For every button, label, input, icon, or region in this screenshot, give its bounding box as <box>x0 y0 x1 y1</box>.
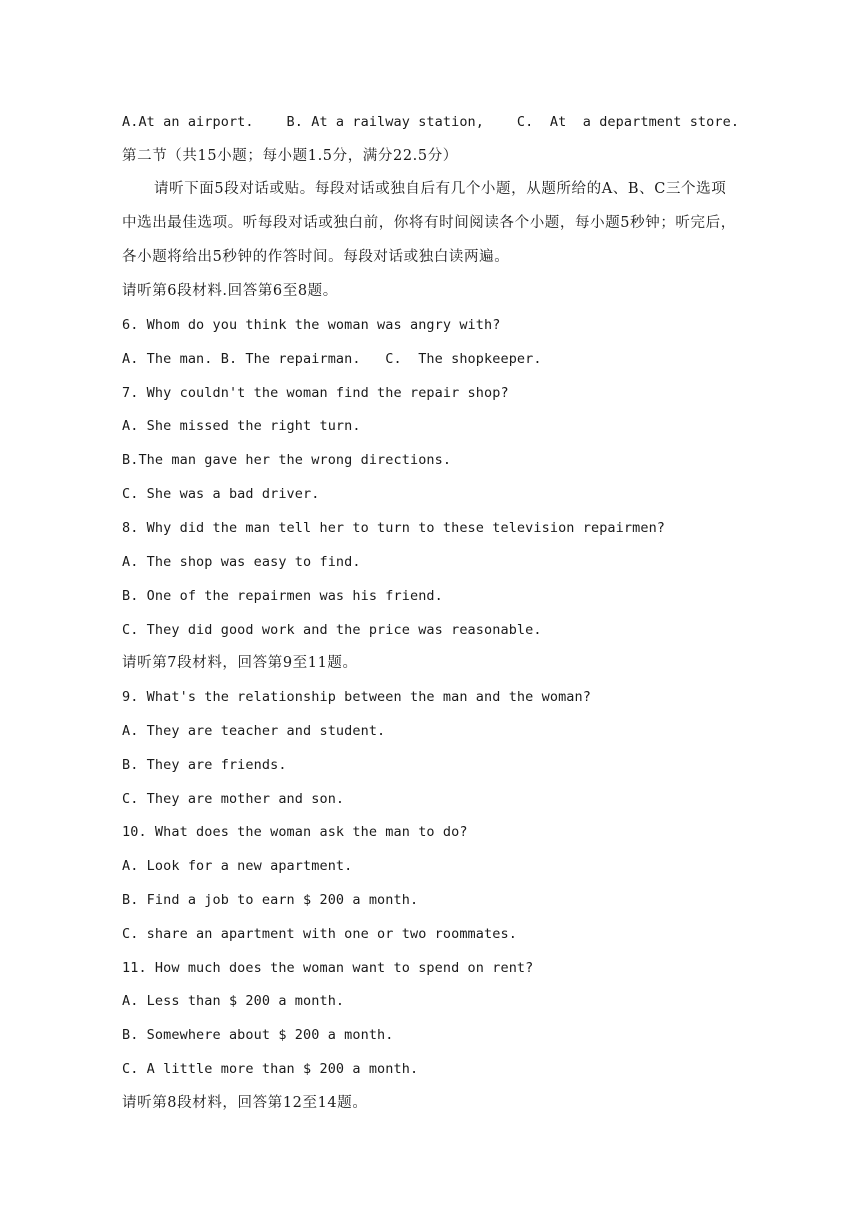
question-9-option-c: C. They are mother and son. <box>122 791 345 807</box>
question-11: 11. How much does the woman want to spend on rent? <box>122 960 534 976</box>
question-9-option-a: A. They are teacher and student. <box>122 723 386 739</box>
question-9-option-b: B. They are friends. <box>122 757 287 773</box>
question-10-option-c: C. share an apartment with one or two roommates. <box>122 926 517 942</box>
material-6-heading: 请听第6段材料.回答第6至8题。 <box>122 283 338 299</box>
question-11-option-a: A. Less than $ 200 a month. <box>122 993 345 1009</box>
question-10: 10. What does the woman ask the man to do? <box>122 824 468 840</box>
instructions-line-1: 请听下面5段对话或贴。每段对话或独自后有几个小题，从题所给的A、B、C三个选项 <box>154 181 727 197</box>
question-6-options: A. The man. B. The repairman. C. The shopkeeper. <box>122 351 542 367</box>
material-8-heading: 请听第8段材料，回答第12至14题。 <box>122 1095 368 1111</box>
instructions-line-3: 各小题将给出5秒钟的作答时间。每段对话或独白读两遍。 <box>122 249 510 265</box>
question-10-option-b: B. Find a job to earn $ 200 a month. <box>122 892 419 908</box>
material-7-heading: 请听第7段材料，回答第9至11题。 <box>122 655 358 671</box>
prev-question-options: A.At an airport. B. At a railway station, C. At a department store. <box>122 114 740 130</box>
question-8-option-c: C. They did good work and the price was reasonable. <box>122 622 542 638</box>
question-7: 7. Why couldn't the woman find the repair shop? <box>122 385 509 401</box>
question-9: 9. What's the relationship between the man and the woman? <box>122 689 591 705</box>
question-7-option-a: A. She missed the right turn. <box>122 418 361 434</box>
question-10-option-a: A. Look for a new apartment. <box>122 858 353 874</box>
question-11-option-c: C. A little more than $ 200 a month. <box>122 1061 419 1077</box>
question-6: 6. Whom do you think the woman was angry with? <box>122 317 501 333</box>
question-8-option-b: B. One of the repairmen was his friend. <box>122 588 443 604</box>
question-11-option-b: B. Somewhere about $ 200 a month. <box>122 1027 394 1043</box>
question-7-option-c: C. She was a bad driver. <box>122 486 320 502</box>
question-8: 8. Why did the man tell her to turn to these television repairmen? <box>122 520 666 536</box>
section-heading: 第二节（共15小题；每小题1.5分，满分22.5分） <box>122 148 458 164</box>
question-8-option-a: A. The shop was easy to find. <box>122 554 361 570</box>
question-7-option-b: B.The man gave her the wrong directions. <box>122 452 452 468</box>
instructions-line-2: 中选出最佳选项。听每段对话或独白前，你将有时间阅读各个小题，每小题5秒钟；听完后， <box>122 215 736 231</box>
